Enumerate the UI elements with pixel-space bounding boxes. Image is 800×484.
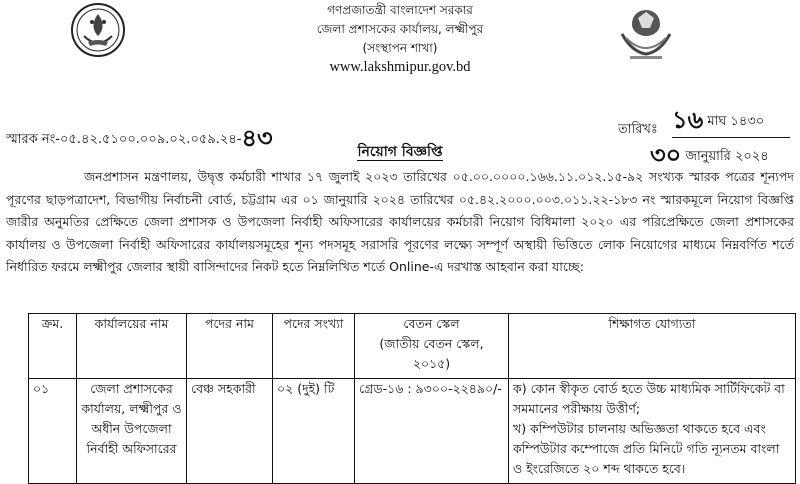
qualification-a: ক) কোন স্বীকৃত বোর্ড হতে উচ্চ মাধ্যমিক সার্টিফিকেট বা সমমানের পরীক্ষায় উত্তীর্ণ; <box>513 381 785 416</box>
memo-handwritten-suffix: ৪৩ <box>241 124 273 152</box>
vacancy-table <box>28 313 796 484</box>
cell-qualification <box>509 379 796 484</box>
cell-count: ০২ (দুই) টি <box>273 379 355 484</box>
notice-title: নিয়োগ বিজ্ঞপ্তি <box>357 144 443 160</box>
header-pay-scale <box>355 314 509 379</box>
date-divider <box>672 137 790 138</box>
qualification-b: খ) কম্পিউটার চালনায় অভিজ্ঞতা থাকতে হবে এবং কম্পিউটার কম্পোজে প্রতি মিনিটে গতি ন্যূনতম বাংলা ও ইংরেজিতে ২০ শব্দ থাকতে হবে। <box>513 421 780 476</box>
header-office: কার্যালয়ের নাম <box>77 314 187 379</box>
notice-body <box>6 166 794 279</box>
branch-name: (সংস্থাপন শাখা) <box>362 41 438 55</box>
table-header-row <box>29 314 796 379</box>
header-post: পদের নাম <box>187 314 273 379</box>
header-count: পদের সংখ্যা <box>273 314 355 379</box>
english-month: জানুয়ারি ২০২৪ <box>685 149 769 165</box>
cell-pay-scale: গ্রেড-১৬ : ৯৩০০-২২৪৯০/- <box>355 379 509 484</box>
date-label: তারিখঃ <box>618 122 658 137</box>
table-row <box>29 379 796 484</box>
english-day: ৩০ <box>650 141 682 170</box>
cell-serial: ০১ <box>29 379 77 484</box>
office-name: জেলা প্রশাসকের কার্যালয়, লক্ষ্মীপুর <box>316 22 484 36</box>
header-qualification: শিক্ষাগত যোগ্যতা <box>509 314 796 379</box>
cell-post: বেঞ্চ সহকারী <box>187 379 273 484</box>
memo-value: ০৫.৪২.৫১০০.০০৯.০২.০৫৯.২৪- <box>59 132 242 147</box>
bangla-month: মাঘ ১৪৩০ <box>707 114 765 129</box>
website-link[interactable]: www.lakshmipur.gov.bd <box>329 59 471 75</box>
header-serial: ক্রম. <box>29 314 77 379</box>
body-paragraph: জনপ্রশাসন মন্ত্রণালয়, উদ্বৃত্ত কর্মচারী শাখার ১৭ জুলাই ২০২৩ তারিখের ০৫.০০.০০০০.১৬৬.১১.০১২.১৫-৯২ সংখ্যক স্মারক পত্রের শূন্যপদ পূরণের ছাড়পত্রাদেশ, বিভাগীয় নির্বাচনী বোর্ড, চট্টগ্রাম এর ০১ জানুয়ারি ২০২৪ তারিখের ০৫.৪২.২০০০.০০৩.০১১.২২-১৮৩ নং স্মারকমূলে নিয়োগ বিজ্ঞপ্তি জারীর অনুমতির প্রেক্ষিতে জেলা প্রশাসক ও উপজেলা নির্বাহী অফিসারের কার্যালয়ের কর্মচারী নিয়োগ বিধিমালা ২০২০ এর পরিপ্রেক্ষিতে জেলা প্রশাসকের কার্যালয় ও উপজেলা নির্বাহী অফিসারের কার্যালয়সমূহের শূন্য পদসমূহ সরাসরি পূরণের লক্ষ্যে সম্পূর্ণ অস্থায়ী ভিত্তিতে লোক নিয়োগের মাধ্যমে নিম্নবর্ণিত শর্তে নির্ধারিত ফরমে লক্ষ্মীপুর জেলার স্থায়ী বাসিন্দাদের নিকট হতে নিম্নলিখিত শর্তে Online-এ দরখাস্ত আহবান করা যাচ্ছে: <box>6 169 794 274</box>
pay-scale-title: বেতন স্কেল <box>403 316 460 331</box>
government-name: গণপ্রজাতন্ত্রী বাংলাদেশ সরকার <box>327 3 473 17</box>
memo-label: স্মারক নং- <box>6 132 60 147</box>
pay-scale-subtitle: (জাতীয় বেতন স্কেল, ২০১৫) <box>379 336 484 371</box>
cell-office: জেলা প্রশাসকের কার্যালয়, লক্ষ্মীপুর ও অধীন উপজেলা নির্বাহী অফিসারের <box>77 379 187 484</box>
bangla-day: ১৬ <box>672 106 704 134</box>
